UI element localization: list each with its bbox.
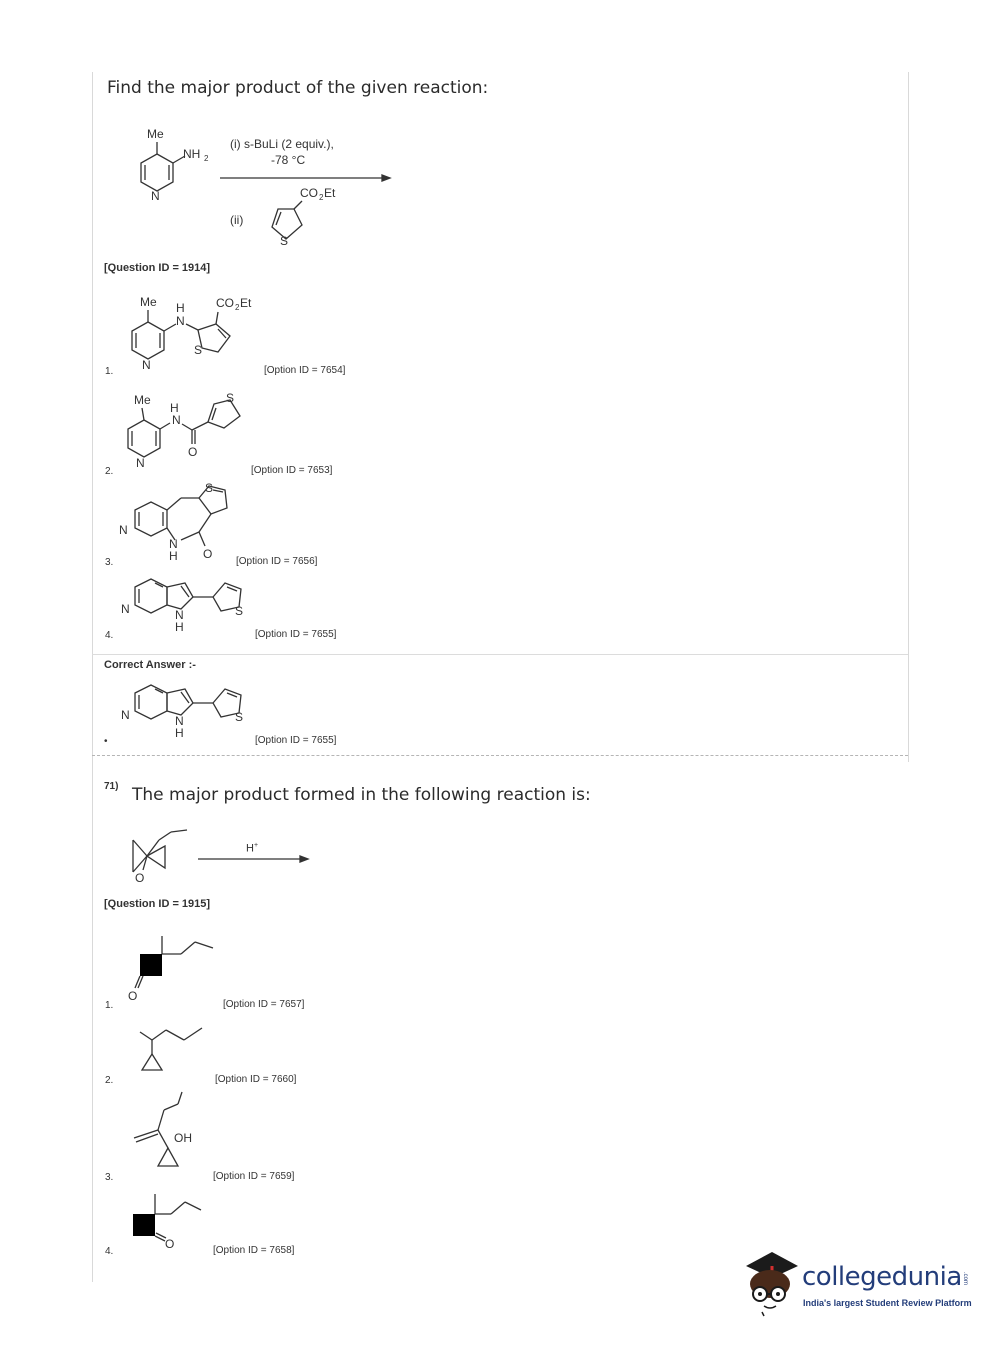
svg-text:N: N: [175, 608, 184, 622]
svg-text:N: N: [175, 714, 184, 728]
q1-reagent-2: (ii): [230, 213, 244, 227]
q1-correct-answer-id: [Option ID = 7655]: [255, 735, 337, 746]
svg-text:OH: OH: [174, 1131, 192, 1145]
q2-reaction-arrow: [196, 853, 311, 865]
q2-option-2-number: 2.: [105, 1075, 114, 1086]
q1-option-4-structure: [115, 573, 255, 638]
svg-text:2: 2: [235, 303, 240, 312]
svg-text:CO: CO: [300, 186, 318, 200]
q1-option-3-structure: [115, 480, 255, 565]
svg-text:NH: NH: [183, 147, 201, 161]
mascot-icon: [740, 1248, 802, 1316]
q1-option-2-structure: [118, 390, 268, 470]
question-1-title: Find the major product of the given reaction:: [107, 78, 489, 98]
svg-text:S: S: [235, 710, 244, 724]
answer-separator: [92, 654, 908, 655]
q2-option-2-structure: [130, 1018, 215, 1078]
svg-text:H: H: [175, 726, 184, 740]
svg-text:O: O: [188, 445, 198, 459]
q1-thiophene-ester-structure: [262, 183, 352, 253]
q1-option-3-id: [Option ID = 7656]: [236, 556, 318, 567]
svg-text:N: N: [151, 189, 160, 203]
q2-option-3-id: [Option ID = 7659]: [213, 1171, 295, 1182]
svg-text:Me: Me: [140, 295, 157, 309]
q1-option-1-structure: [118, 292, 268, 372]
svg-text:H: H: [175, 620, 184, 634]
question-separator: [92, 755, 908, 756]
q1-reactant-structure: [125, 122, 225, 202]
q1-option-4-id: [Option ID = 7655]: [255, 629, 337, 640]
q2-option-1-id: [Option ID = 7657]: [223, 999, 305, 1010]
q2-option-1-structure: [125, 930, 225, 1005]
q2-reagent: H+: [246, 842, 259, 855]
q2-option-4-number: 4.: [105, 1246, 114, 1257]
logo-name: collegedunia: [802, 1262, 962, 1292]
q2-option-1-number: 1.: [105, 1000, 114, 1011]
svg-text:N: N: [121, 602, 130, 616]
q2-option-3-number: 3.: [105, 1172, 114, 1183]
svg-text:N: N: [176, 314, 185, 328]
svg-text:O: O: [128, 989, 138, 1003]
svg-text:CO: CO: [216, 296, 234, 310]
q1-option-1-number: 1.: [105, 366, 114, 377]
q1-reagent-1: (i) s-BuLi (2 equiv.),: [230, 137, 334, 151]
svg-text:2: 2: [319, 193, 324, 202]
q1-correct-bullet: •: [104, 736, 108, 747]
logo-tagline: India's largest Student Review Platform: [803, 1298, 972, 1308]
question-2-number: 71): [104, 781, 119, 792]
svg-text:N: N: [172, 413, 181, 427]
svg-text:Et: Et: [240, 296, 252, 310]
page-right-border: [908, 72, 909, 762]
svg-text:N: N: [142, 358, 151, 372]
svg-text:N: N: [121, 708, 130, 722]
svg-text:H: H: [169, 549, 178, 563]
q1-correct-answer-label: Correct Answer :-: [104, 659, 196, 671]
q1-reagent-1-temp: -78 °C: [271, 153, 306, 167]
q1-option-4-number: 4.: [105, 630, 114, 641]
svg-text:Me: Me: [147, 127, 164, 141]
collegedunia-logo: [740, 1248, 980, 1318]
question-2-title: The major product formed in the following reaction is:: [132, 785, 591, 805]
svg-text:S: S: [226, 391, 235, 405]
q2-option-2-id: [Option ID = 7660]: [215, 1074, 297, 1085]
q1-option-2-number: 2.: [105, 466, 114, 477]
q2-question-id: [Question ID = 1915]: [104, 898, 211, 910]
svg-text:O: O: [165, 1237, 175, 1251]
q2-option-3-structure: [128, 1090, 218, 1170]
q1-option-2-id: [Option ID = 7653]: [251, 465, 333, 476]
q1-option-1-id: [Option ID = 7654]: [264, 365, 346, 376]
q1-correct-answer-structure: [115, 679, 255, 744]
page-left-border: [92, 72, 93, 1282]
q2-reactant-structure: [125, 826, 200, 886]
svg-text:H: H: [170, 401, 179, 415]
svg-text:H: H: [176, 301, 185, 315]
svg-text:S: S: [205, 481, 214, 495]
svg-text:N: N: [136, 456, 145, 470]
svg-text:Et: Et: [324, 186, 336, 200]
svg-text:N: N: [119, 523, 128, 537]
svg-text:2: 2: [204, 154, 209, 163]
logo-suffix: .com: [962, 1272, 968, 1286]
q1-option-3-number: 3.: [105, 557, 114, 568]
q2-option-4-id: [Option ID = 7658]: [213, 1245, 295, 1256]
svg-text:O: O: [203, 547, 213, 561]
svg-text:S: S: [280, 234, 289, 248]
svg-text:Me: Me: [134, 393, 151, 407]
svg-text:N: N: [169, 537, 178, 551]
svg-text:O: O: [135, 871, 145, 885]
svg-text:S: S: [235, 604, 244, 618]
q2-option-4-structure: [125, 1188, 215, 1253]
svg-text:S: S: [194, 343, 203, 357]
q1-question-id: [Question ID = 1914]: [104, 262, 211, 274]
